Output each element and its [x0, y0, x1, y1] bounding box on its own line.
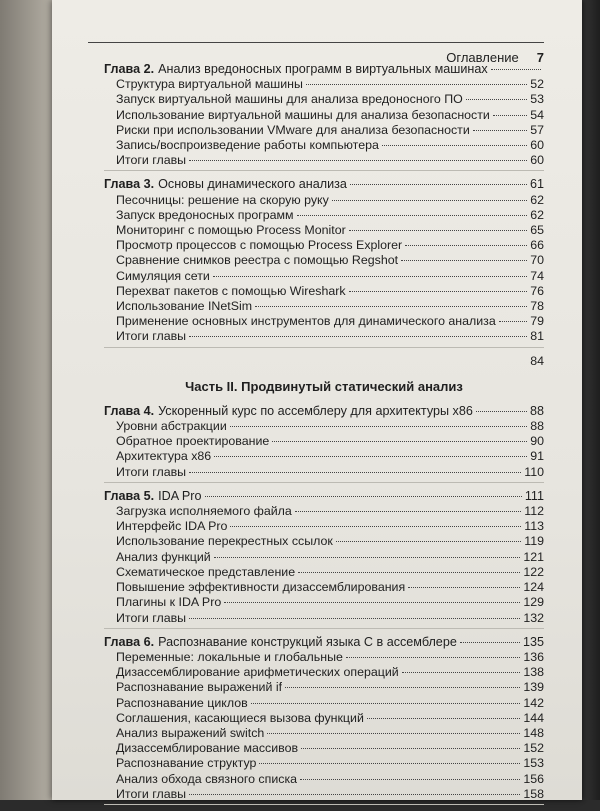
page-number: 136 [523, 649, 544, 664]
entry-title: Мониторинг с помощью Process Monitor [116, 223, 346, 238]
toc-chapter-row[interactable] [104, 62, 544, 77]
toc-entry-row[interactable] [104, 238, 544, 253]
entry-title: Перехват пакетов с помощью Wireshark [116, 283, 346, 298]
entry-title: Интерфейс IDA Pro [116, 519, 228, 534]
entry-title: Сравнение снимков реестра с помощью Regshot [116, 253, 399, 268]
entry-title: Анализ функций [116, 549, 211, 564]
page-number: 65 [530, 223, 544, 238]
dot-leader [473, 130, 527, 131]
dot-leader [306, 84, 527, 85]
page-number: 74 [530, 268, 544, 283]
toc-entry-row[interactable] [104, 419, 544, 434]
chapter-title: Основы динамического анализа [158, 177, 347, 192]
chapter-title: Анализ вредоносных программ в виртуальных машинах [158, 62, 488, 76]
page-number: 144 [523, 710, 544, 725]
dot-leader [295, 511, 521, 512]
entry-title: Использование виртуальной машины для анализа безопасности [116, 107, 490, 122]
dot-leader [214, 557, 521, 558]
entry-title: Использование INetSim [116, 299, 253, 314]
toc-chapter-row[interactable] [104, 635, 544, 650]
dot-leader [401, 260, 527, 261]
chapter-title: Распознавание конструкций языка C в ассемблере [158, 634, 457, 649]
dot-leader [205, 496, 522, 497]
dot-leader [367, 718, 520, 719]
entry-title: Просмотр процессов с помощью Process Explorer [116, 238, 403, 253]
background-left-edge [0, 0, 60, 800]
toc-chapter-row[interactable] [104, 404, 544, 419]
toc-entry-row[interactable] [104, 680, 544, 695]
dot-leader [350, 184, 527, 185]
dot-leader [224, 602, 520, 603]
toc-entry-row[interactable] [104, 650, 544, 665]
chapter-label: Глава 3. [104, 177, 155, 192]
chapter-divider [104, 347, 544, 348]
entry-title: Обратное проектирование [116, 434, 270, 449]
chapter-label: Глава 2. [104, 62, 155, 76]
entry-title: Повышение эффективности дизассемблирования [116, 580, 406, 595]
page-number: 138 [523, 665, 544, 680]
toc-chapter [104, 177, 544, 347]
dot-leader [259, 763, 520, 764]
dot-leader [272, 441, 527, 442]
chapter-label: Глава 5. [104, 488, 155, 503]
dot-leader [349, 230, 527, 231]
dot-leader [349, 291, 528, 292]
entry-title: Дизассемблирование арифметических операций [116, 665, 399, 680]
page-number: 129 [523, 595, 544, 610]
page-number: 81 [530, 329, 544, 344]
dot-leader [251, 703, 521, 704]
page-number: 62 [530, 192, 544, 207]
chapter-divider [104, 628, 544, 629]
toc-chapter [104, 404, 544, 483]
toc-entry-row[interactable] [104, 696, 544, 711]
entry-title: Итоги главы [116, 464, 187, 479]
toc-entry-row[interactable] [104, 153, 544, 168]
book-page [52, 0, 582, 800]
toc-entry-row[interactable] [104, 92, 544, 107]
toc-entry-row[interactable] [104, 756, 544, 771]
page-number: 158 [523, 786, 544, 801]
dot-leader [297, 215, 528, 216]
entry-title: Переменные: локальные и глобальные [116, 649, 343, 664]
page-number: 139 [523, 680, 544, 695]
toc-trailing-page: 84 [530, 353, 544, 368]
page-number: 78 [530, 299, 544, 314]
page-number: 53 [530, 92, 544, 107]
page-number: 121 [523, 549, 544, 564]
entry-title: Распознавание структур [116, 756, 257, 771]
toc-entry-row[interactable] [104, 329, 544, 344]
toc-chapter-row[interactable] [104, 177, 544, 192]
dot-leader [300, 779, 520, 780]
dot-leader [285, 687, 520, 688]
page-number: 52 [530, 77, 544, 92]
dot-leader [267, 733, 520, 734]
page-number: 156 [523, 771, 544, 786]
toc-entry-row[interactable] [104, 223, 544, 238]
toc-entry-row[interactable] [104, 253, 544, 268]
page-number: 119 [524, 534, 544, 549]
entry-title: Риски при использовании VMware для анализа безопасности [116, 122, 470, 137]
page-number: 88 [530, 419, 544, 434]
page-number: 88 [529, 403, 544, 418]
dot-leader [466, 99, 527, 100]
dot-leader [332, 200, 527, 201]
entry-title: Итоги главы [116, 610, 187, 625]
entry-title: Песочницы: решение на скорую руку [116, 192, 329, 207]
dot-leader [402, 672, 521, 673]
page-number: 60 [530, 138, 544, 153]
dot-leader [255, 306, 527, 307]
page-number: 79 [530, 314, 544, 329]
page-number: 54 [530, 107, 544, 122]
entry-title: Уровни абстракции [116, 419, 227, 434]
toc-entry-row[interactable] [104, 449, 544, 464]
entry-title: Запись/воспроизведение работы компьютера [116, 138, 379, 153]
toc-part-one-chapters [104, 62, 544, 348]
page-number: 148 [523, 725, 544, 740]
toc-entry-row[interactable] [104, 208, 544, 223]
toc-entry-row[interactable] [104, 565, 544, 580]
chapter-label: Глава 4. [104, 403, 155, 418]
dot-leader [382, 145, 527, 146]
dot-leader [213, 276, 527, 277]
dot-leader [493, 115, 527, 116]
entry-title: Распознавание выражений if [116, 680, 283, 695]
dot-leader [230, 526, 521, 527]
entry-title: Итоги главы [116, 786, 187, 801]
chapter-divider [104, 804, 544, 805]
dot-leader [189, 160, 527, 161]
dot-leader [499, 321, 527, 322]
toc-entry-row[interactable] [104, 193, 544, 208]
chapter-label: Глава 6. [104, 634, 155, 649]
toc-entry-row[interactable] [104, 726, 544, 741]
toc-entry-row[interactable] [104, 772, 544, 787]
chapter-title: IDA Pro [158, 488, 202, 503]
page-number: 112 [524, 504, 544, 519]
table-of-contents [104, 62, 544, 811]
toc-entry-row[interactable] [104, 550, 544, 565]
entry-title: Плагины к IDA Pro [116, 595, 222, 610]
toc-entry-row[interactable] [104, 299, 544, 314]
page-number: 152 [523, 741, 544, 756]
chapter-divider [104, 482, 544, 483]
page-number: 60 [530, 153, 544, 168]
dot-leader [336, 541, 521, 542]
entry-title: Загрузка исполняемого файла [116, 504, 292, 519]
toc-entry-row[interactable] [104, 123, 544, 138]
entry-title: Симуляция сети [116, 268, 210, 283]
toc-chapter [104, 62, 544, 171]
entry-title: Схематическое представление [116, 564, 296, 579]
entry-title: Дизассемблирование массивов [116, 741, 299, 756]
toc-entry-row[interactable] [104, 595, 544, 610]
entry-title: Использование перекрестных ссылок [116, 534, 333, 549]
page-number: 111 [524, 488, 544, 503]
page-number: 62 [530, 207, 544, 222]
dot-leader [189, 618, 520, 619]
header-title: Оглавление [446, 50, 519, 65]
part-title: Часть II. Продвинутый статический анализ [185, 378, 463, 394]
dot-leader [346, 657, 520, 658]
toc-chapter [104, 489, 544, 629]
entry-title: Запуск вредоносных программ [116, 207, 294, 222]
toc-chapter-row[interactable] [104, 489, 544, 504]
entry-title: Анализ выражений switch [116, 725, 265, 740]
entry-title: Соглашения, касающиеся вызова функций [116, 710, 364, 725]
entry-title: Архитектура x86 [116, 449, 212, 464]
toc-entry-row[interactable] [104, 138, 544, 153]
dot-leader [214, 456, 527, 457]
toc-entry-row[interactable] [104, 434, 544, 449]
page-number: 153 [523, 756, 544, 771]
toc-entry-row[interactable] [104, 534, 544, 549]
page-number: 57 [530, 122, 544, 137]
page-number: 142 [523, 695, 544, 710]
toc-entry-row[interactable] [104, 465, 544, 480]
entry-title: Распознавание циклов [116, 695, 248, 710]
toc-chapter [104, 635, 544, 805]
dot-leader [405, 245, 527, 246]
chapter-divider [104, 170, 544, 171]
page-number: 122 [523, 564, 544, 579]
toc-trailing-page-row [104, 354, 544, 369]
toc-entry-row[interactable] [104, 711, 544, 726]
page-number: 124 [523, 580, 544, 595]
toc-entry-row[interactable] [104, 77, 544, 92]
page-number: 110 [524, 464, 544, 479]
page-number: 113 [524, 519, 544, 534]
dot-leader [189, 794, 520, 795]
page-number: 91 [530, 449, 544, 464]
dot-leader [230, 426, 527, 427]
page-number: 66 [530, 238, 544, 253]
toc-entry-row[interactable] [104, 611, 544, 626]
entry-title: Анализ обхода связного списка [116, 771, 298, 786]
page-number: 61 [529, 177, 544, 192]
page-number: 70 [530, 253, 544, 268]
page-number: 132 [523, 610, 544, 625]
entry-title: Итоги главы [116, 153, 187, 168]
entry-title: Структура виртуальной машины [116, 77, 303, 92]
dot-leader [476, 411, 527, 412]
toc-entry-row[interactable] [104, 314, 544, 329]
header-page-number: 7 [536, 50, 544, 65]
toc-entry-row[interactable] [104, 504, 544, 519]
dot-leader [298, 572, 520, 573]
page-number: 76 [530, 283, 544, 298]
page-number: 135 [522, 634, 544, 649]
toc-part-two-chapters [104, 404, 544, 805]
dot-leader [491, 69, 541, 70]
chapter-title: Ускоренный курс по ассемблеру для архитектуры x86 [158, 403, 473, 418]
toc-entry-row[interactable] [104, 284, 544, 299]
page-number: 90 [530, 434, 544, 449]
toc-entry-row[interactable] [104, 108, 544, 123]
dot-leader [460, 642, 520, 643]
toc-entry-row[interactable] [104, 580, 544, 595]
dot-leader [189, 472, 521, 473]
entry-title: Запуск виртуальной машины для анализа вредоносного ПО [116, 92, 463, 107]
entry-title: Применение основных инструментов для динамического анализа [116, 314, 496, 329]
toc-entry-row[interactable] [104, 269, 544, 284]
toc-entry-row[interactable] [104, 741, 544, 756]
dot-leader [301, 748, 520, 749]
toc-entry-row[interactable] [104, 665, 544, 680]
toc-entry-row[interactable] [104, 519, 544, 534]
dot-leader [189, 336, 527, 337]
entry-title: Итоги главы [116, 329, 187, 344]
dot-leader [408, 587, 520, 588]
